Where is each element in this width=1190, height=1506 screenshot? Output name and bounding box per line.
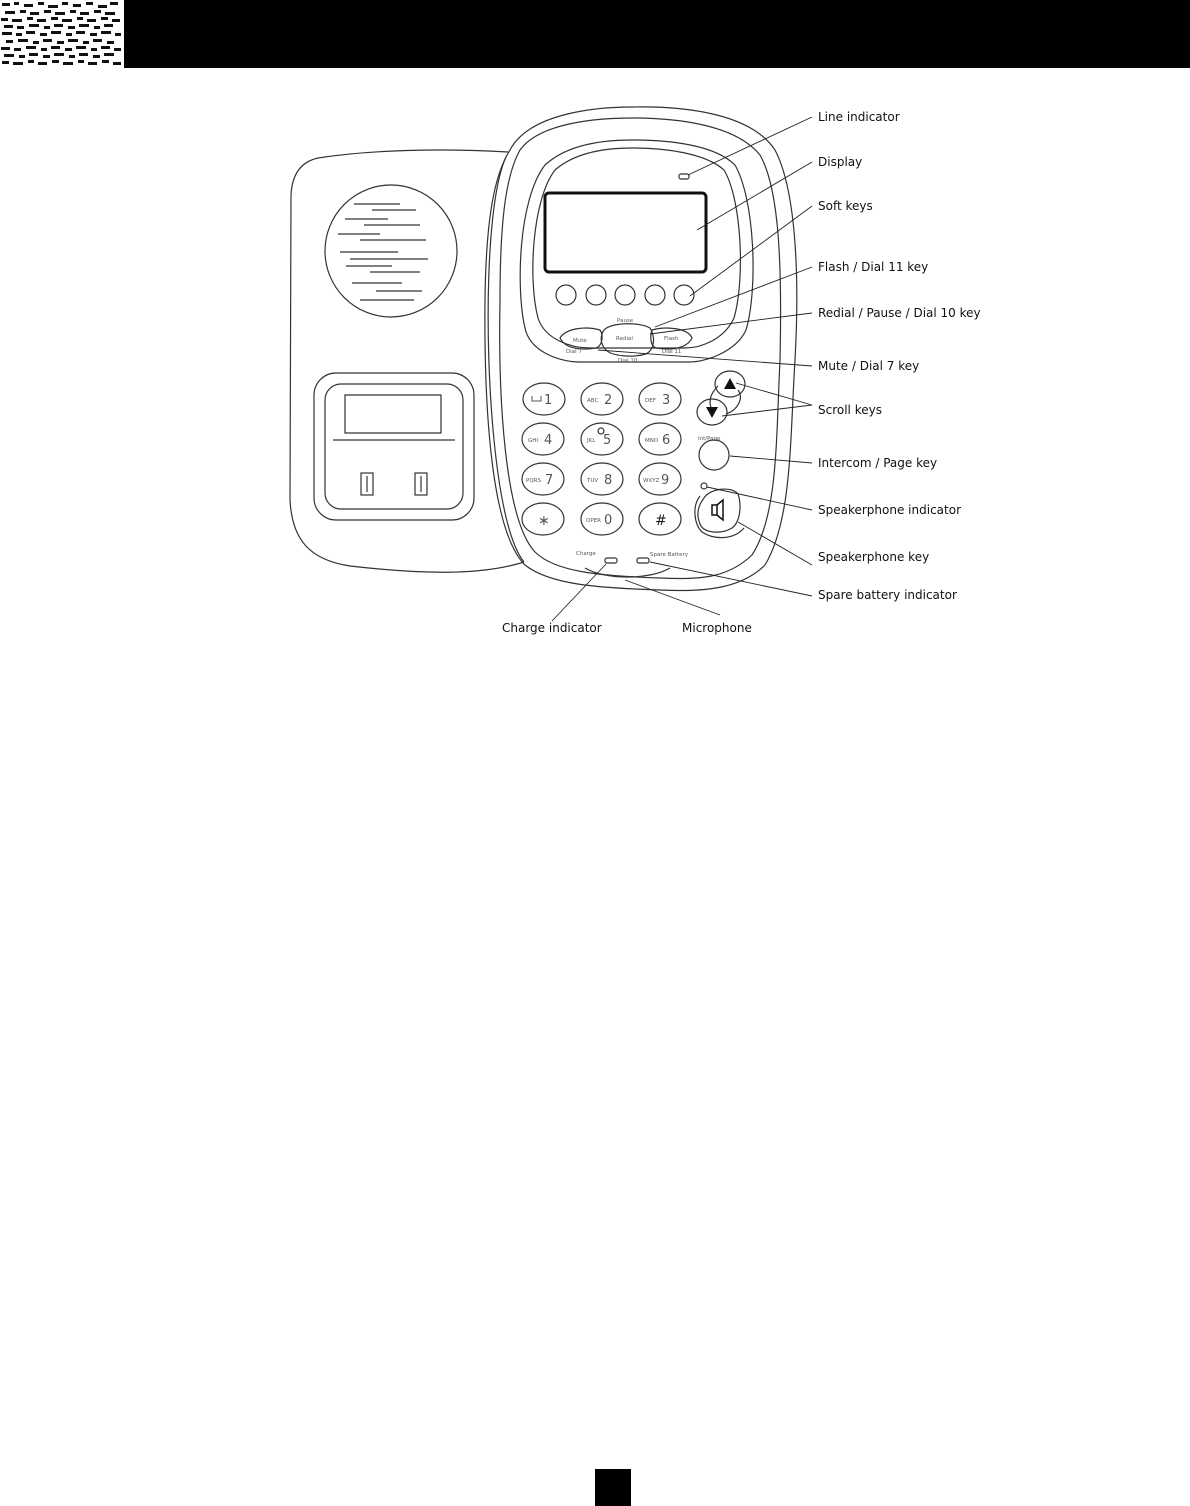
redial-key-label: Redial [616,336,633,342]
intercom-page-key[interactable] [699,440,729,470]
key-8-letters: TUV [587,478,599,484]
callout-spare-battery-indicator: Spare battery indicator [818,588,957,602]
int-page-label: Int/Page [698,436,721,442]
key-hash-digit: # [655,513,667,529]
key-2-letters: ABC [587,398,599,404]
spare-battery-indicator [637,558,649,563]
key-8-digit: 8 [604,473,613,488]
callout-redial-key: Redial / Pause / Dial 10 key [818,306,981,320]
display-bezel-inner [533,148,741,348]
lcd-display [545,193,706,272]
callout-speakerphone-indicator: Speakerphone indicator [818,503,961,517]
handset-outer-outline [485,107,797,591]
soft-key-2[interactable] [586,285,606,305]
telephone-base-diagram [0,0,1190,700]
key-3-letters: DEF [645,398,656,404]
mute-key-label: Mute [573,338,587,344]
key-1-digit: 1 [544,393,553,408]
callout-mute-key: Mute / Dial 7 key [818,359,920,373]
speaker-icon [712,500,723,520]
dial11-label: Dial 11 [662,349,682,355]
up-triangle-icon [724,378,736,389]
callout-charge-indicator: Charge indicator [502,621,602,635]
dial7-label: Dial 7 [566,349,582,355]
cradle-inner [325,384,463,509]
key-7-letters: PQRS [526,478,541,484]
charge-indicator [605,558,617,563]
callout-soft-keys: Soft keys [818,199,873,213]
key-5-digit: 5 [603,433,612,448]
callout-speakerphone-key: Speakerphone key [818,550,930,564]
key-9-digit: 9 [661,473,670,488]
line-indicator [679,174,689,179]
soft-key-3[interactable] [615,285,635,305]
soft-key-4[interactable] [645,285,665,305]
base-body-inner-edge [488,157,524,562]
speakerphone-key[interactable] [698,489,740,532]
key-5-letters: JKL [587,438,596,444]
cradle-slot [345,395,441,433]
key-9-letters: WXYZ [643,478,660,484]
down-triangle-icon [706,407,718,418]
voicemail-icon [532,396,541,401]
speakerphone-indicator [701,483,707,489]
soft-keys [556,285,694,305]
callout-line-indicator: Line indicator [818,110,900,124]
callout-display: Display [818,155,863,169]
key-4-letters: GHI [528,438,539,444]
flash-key-label: Flash [664,336,679,342]
speaker-grille [325,185,457,317]
key-0-letters: OPER [586,518,601,524]
spare-battery-label: Spare Battery [650,552,688,558]
speaker-grille-slots [338,204,428,300]
callout-intercom-key: Intercom / Page key [818,456,938,470]
soft-key-1[interactable] [556,285,576,305]
key-0-digit: 0 [604,513,613,528]
scroll-key-housing-right [726,390,740,414]
key-6-digit: 6 [662,433,671,448]
key-7-digit: 7 [545,473,554,488]
display-bezel [520,140,753,362]
key-4-digit: 4 [544,433,553,448]
callout-microphone: Microphone [682,621,752,635]
page-number-box [595,1469,631,1506]
charge-label: Charge [576,551,596,557]
dial10-label: Dial 10 [618,358,638,364]
charging-contact-right [415,473,427,495]
callout-scroll-keys: Scroll keys [818,403,882,417]
key-2-digit: 2 [604,393,613,408]
key-3-digit: 3 [662,393,671,408]
key-6-letters: MNO [645,438,659,444]
callout-flash-key: Flash / Dial 11 key [818,260,929,274]
key-star-digit: ∗ [538,513,550,529]
pause-label: Pause [617,318,634,324]
charging-contact-left [361,473,373,495]
